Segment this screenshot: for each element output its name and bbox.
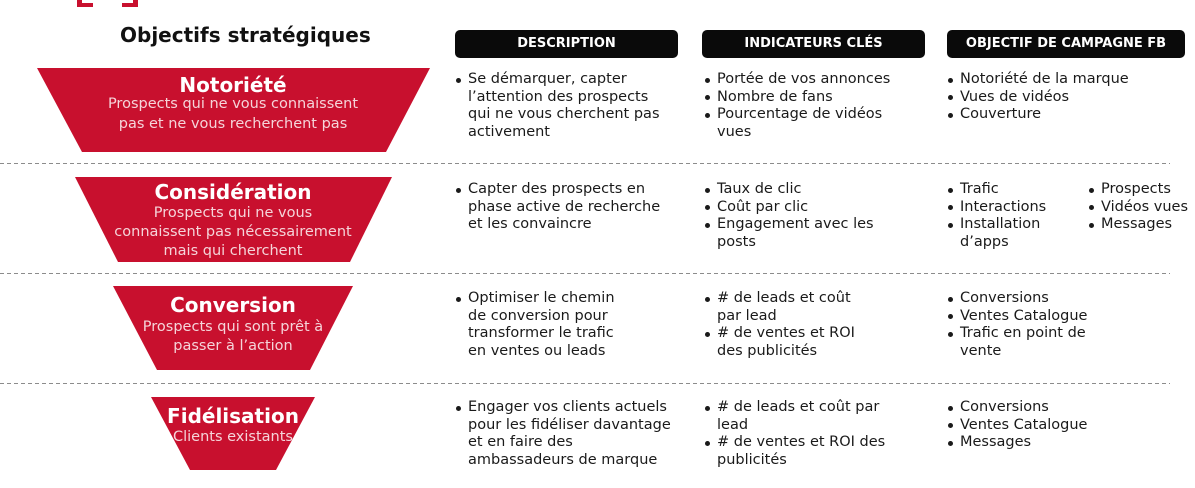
objective-item: Installation d’apps [947,216,1046,251]
objective-item: Prospects [1088,181,1188,199]
objectives-list [947,399,1087,452]
indicator-item: # de leads et coût par lead [704,399,885,434]
indicator-item: Coût par clic [704,199,874,217]
header-accent-left-bar [77,3,93,7]
indicators-list [704,399,885,469]
objective-item: Trafic [947,181,1046,199]
objectives-list-secondary [1088,181,1188,234]
page-title: Objectifs stratégiques [120,23,371,47]
indicators-list [704,181,874,251]
indicator-item: # de ventes et ROI des publicités [704,325,855,360]
objective-item: Vues de vidéos [947,89,1129,107]
indicator-item: Portée de vos annonces [704,71,890,89]
description-item: Capter des prospects en phase active de recherche et les convaincre [455,181,660,234]
indicators-list [704,71,890,141]
objectives-list [947,181,1046,251]
description-list [455,181,660,234]
stage-subtitle-conversion: Prospects qui sont prêt à passer à l’action [142,318,324,354]
objective-item: Couverture [947,106,1129,124]
column-header-objective: OBJECTIF DE CAMPAGNE FB [947,30,1185,58]
column-header-indicators: INDICATEURS CLÉS [702,30,925,58]
description-list [455,399,671,469]
indicator-item: Pourcentage de vidéos vues [704,106,890,141]
description-list [455,71,660,141]
objective-item: Vidéos vues [1088,199,1188,217]
stage-title-fidelisation: Fidélisation [167,404,299,428]
indicator-item: Nombre de fans [704,89,890,107]
objective-item: Conversions [947,290,1087,308]
objective-item: Messages [1088,216,1188,234]
objective-item: Notoriété de la marque [947,71,1129,89]
description-list [455,290,615,360]
indicator-item: Engagement avec les posts [704,216,874,251]
objective-item: Ventes Catalogue [947,308,1087,326]
column-header-description: DESCRIPTION [455,30,678,58]
description-item: Se démarquer, capter l’attention des prospects qui ne vous cherchent pas activement [455,71,660,141]
objective-item: Interactions [947,199,1046,217]
stage-subtitle-fidelisation: Clients existants [173,429,293,445]
description-item: Engager vos clients actuels pour les fidéliser davantage et en faire des ambassadeurs de marque [455,399,671,469]
stage-title-conversion: Conversion [170,293,296,317]
header-accent-right-bar [122,3,138,7]
stage-subtitle-consideration: Prospects qui ne vous connaissent pas nécessairement mais qui cherchent [114,204,352,259]
objective-item: Ventes Catalogue [947,417,1087,435]
indicator-item: # de leads et coût par lead [704,290,855,325]
stage-title-consideration: Considération [154,180,312,204]
stage-title-notoriete: Notoriété [179,73,287,97]
indicator-item: Taux de clic [704,181,874,199]
indicators-list [704,290,855,360]
objective-item: Trafic en point de vente [947,325,1087,360]
description-item: Optimiser le chemin de conversion pour transformer le trafic en ventes ou leads [455,290,615,360]
objectives-list [947,71,1129,124]
objective-item: Conversions [947,399,1087,417]
objectives-list [947,290,1087,360]
indicator-item: # de ventes et ROI des publicités [704,434,885,469]
objective-item: Messages [947,434,1087,452]
stage-subtitle-notoriete: Prospects qui ne vous connaissent pas et ne vous recherchent pas [107,96,359,132]
